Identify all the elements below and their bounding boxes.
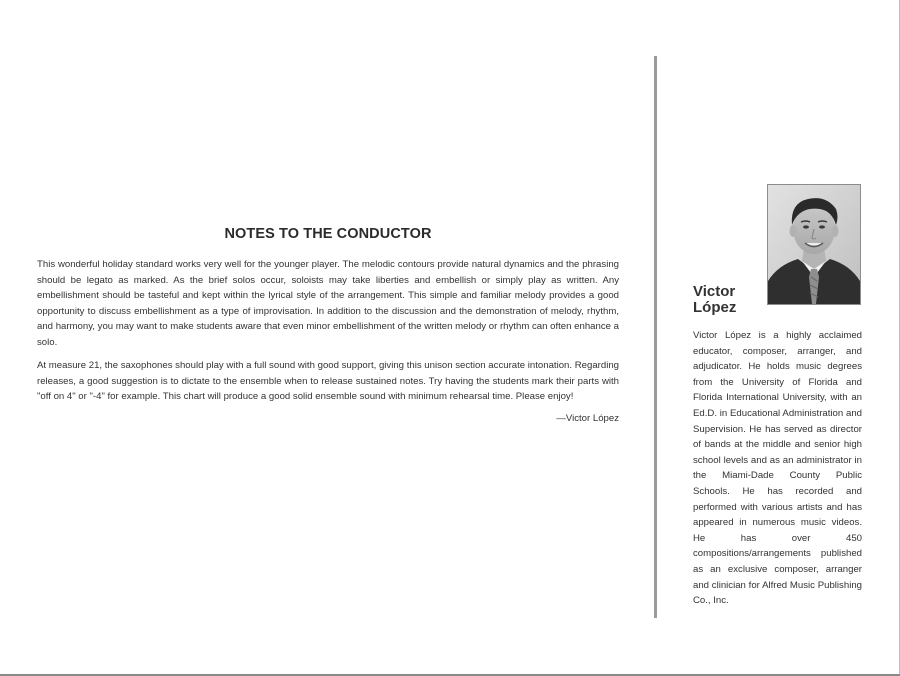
column-divider bbox=[654, 56, 657, 618]
bio-last-name: López bbox=[693, 299, 737, 316]
notes-paragraph-2: At measure 21, the saxophones should play with a full sound with good support, giving this unison section accurate intonation. Regarding releases, a good suggestion is to dictate to the ensemble when to release sustained notes. Try having the students mark their parts with "off on 4" or "-4" for example. This chart will produce a good solid ensemble sound with minimum rehearsal time. Please enjoy! bbox=[37, 360, 619, 402]
bio-first-name: Victor bbox=[693, 283, 736, 300]
notes-to-conductor bbox=[37, 226, 619, 424]
author-photo bbox=[767, 184, 861, 305]
bio-name bbox=[693, 284, 736, 316]
bio-text: Victor López is a highly acclaimed educator, composer, arranger, and adjudicator. He holds music degrees from the University of Florida and Florida International University, with an Ed.D. in Educational Administration and Supervision. He has served as director of bands at the middle and senior high school levels and as an administrator in the Miami-Dade County Public Schools. He has recorded and performed with various artists and has appeared in numerous music videos. He has over 450 compositions/arrangements published as an exclusive composer, arranger and clinician for Alfred Music Publishing Co., Inc. bbox=[693, 330, 862, 607]
author-portrait-icon bbox=[768, 185, 860, 304]
notes-signature: —Victor López bbox=[556, 412, 619, 424]
notes-title: NOTES TO THE CONDUCTOR bbox=[224, 226, 432, 242]
notes-paragraph-1: This wonderful holiday standard works very well for the younger player. The melodic contours provide natural dynamics and the phrasing should be legato as marked. As the brief solos occur, soloists may take liberties and embellish or simply play as written. Any embellishment should be tasteful and kept within the lyrical style of the arrangement. This simple and familiar melody provides a good opportunity to discuss embellishment as a type of improvisation. In addition to the discussion and the demonstration of melody, rhythm, and harmony, you may want to make students aware that even minor embellishment of the written melody or rhythm can often enhance a solo. bbox=[37, 259, 619, 348]
